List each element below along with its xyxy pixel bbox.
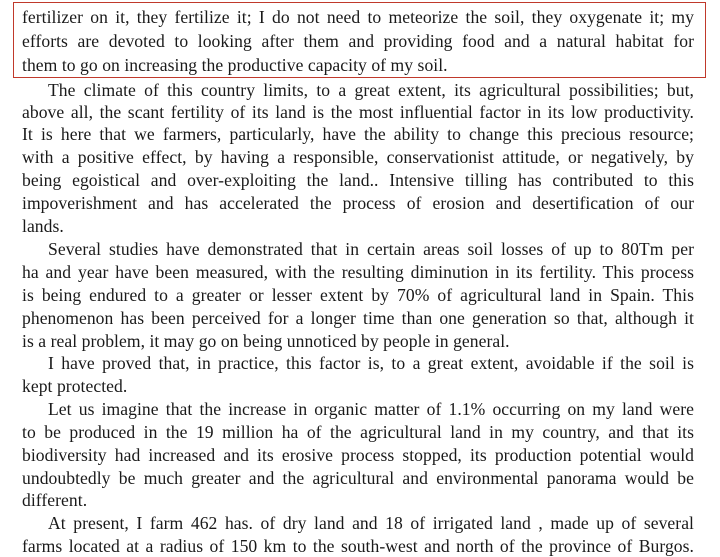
- paragraph-line: is being endured to a greater or lesser extent by 70% of agricultural land in Spain. This: [22, 285, 694, 305]
- paragraph-line: lands.: [22, 216, 64, 236]
- paragraph-line: I have proved that, in practice, this factor is, to a great extent, avoidable if the soil is: [48, 353, 694, 373]
- paragraph-line: is a real problem, it may go on being unnoticed by people in general.: [22, 331, 510, 351]
- paragraph-line: impoverishment and has accelerated the process of erosion and desertification of our: [22, 193, 694, 213]
- paragraph-line-cut-off: farms located at a radius of 150 km to the south-west and north of the province of Burgos.: [22, 536, 694, 556]
- paragraph-line: kept protected.: [22, 376, 128, 396]
- paragraph-line: Let us imagine that the increase in organic matter of 1.1% occurring on my land were: [48, 399, 694, 419]
- paragraph-line: undoubtedly be much greater and the agricultural and environmental panorama would be: [22, 468, 694, 488]
- paragraph-line: At present, I farm 462 has. of dry land and 18 of irrigated land , made up of several: [48, 513, 694, 533]
- paragraph-line: to be produced in the 19 million ha of the agricultural land in my country, and that its: [22, 422, 694, 442]
- paragraph-line: phenomenon has been perceived for a longer time than one generation so that, although it: [22, 308, 694, 328]
- paragraph-line: being egoistical and over-exploiting the land.. Intensive tilling has contributed to this: [22, 170, 694, 190]
- excerpt-line-2: efforts are devoted to looking after them and providing food and a natural habitat for: [22, 31, 694, 51]
- paragraph-line: with a positive effect, by having a responsible, conservationist attitude, or negatively, by: [22, 147, 694, 167]
- paragraph-line: ha and year have been measured, with the resulting diminution in its fertility. This process: [22, 262, 694, 282]
- paragraph-line: above all, the scant fertility of its land is the most influential factor in its low productivity.: [22, 102, 694, 122]
- paragraph-line: The climate of this country limits, to a great extent, its agricultural possibilities; but,: [48, 80, 694, 100]
- paragraph-line: biodiversity had increased and its erosive process stopped, its production potential would: [22, 445, 694, 465]
- excerpt-line-3: them to go on increasing the productive capacity of my soil.: [22, 55, 448, 75]
- paragraph-line: It is here that we farmers, particularly, have the ability to change this precious resource;: [22, 124, 694, 144]
- paragraph-line: different.: [22, 490, 88, 510]
- paragraph-line: Several studies have demonstrated that in certain areas soil losses of up to 80Tm per: [48, 239, 694, 259]
- excerpt-line-1: fertilizer on it, they fertilize it; I do not need to meteorize the soil, they oxygenate it; my: [22, 7, 694, 27]
